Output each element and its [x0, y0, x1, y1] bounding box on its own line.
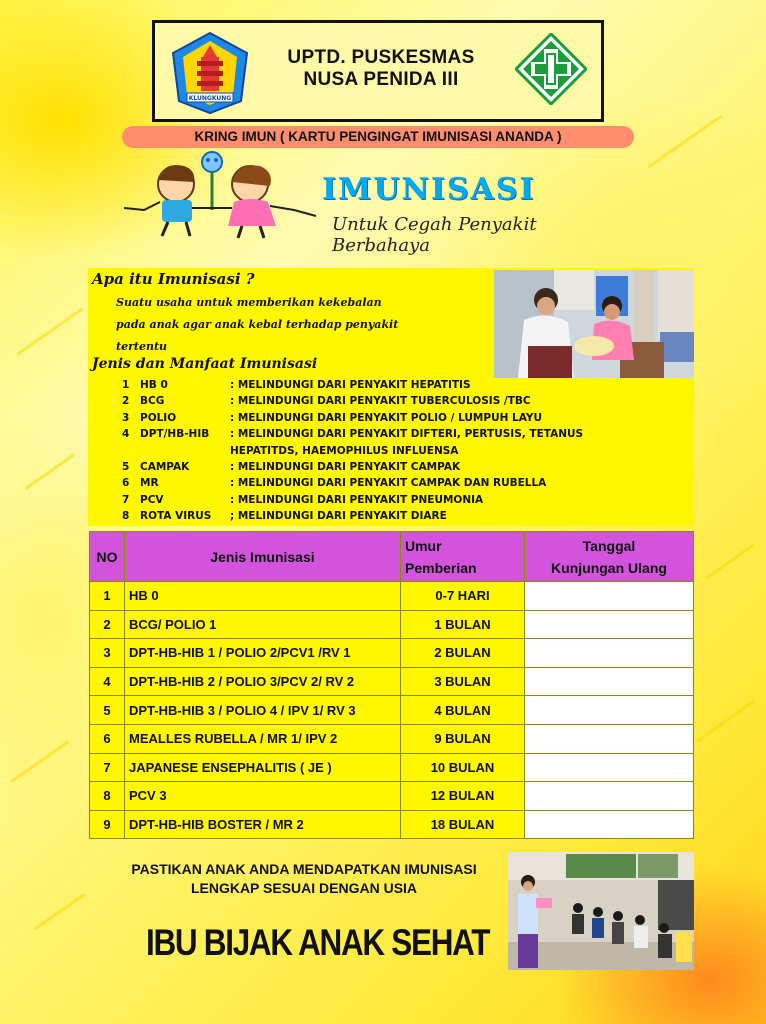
item-number: 3 [122, 411, 130, 424]
table-row [90, 582, 694, 611]
imunisasi-title: IMUNISASI [322, 172, 536, 207]
table-row [90, 782, 694, 811]
cell-tanggal[interactable] [525, 753, 694, 782]
background-streak [10, 740, 69, 783]
table-row [90, 753, 694, 782]
item-number: 4 [122, 428, 130, 441]
list-item [122, 377, 692, 393]
cell-tanggal[interactable] [525, 696, 694, 725]
table-row [90, 610, 694, 639]
table-row [90, 724, 694, 753]
header-umur-line2: Pemberian [405, 559, 477, 576]
logo-text: KLUNGKUNG [188, 95, 232, 102]
header-jenis: Jenis Imunisasi [125, 532, 401, 582]
cell-tanggal[interactable] [525, 610, 694, 639]
item-name: MR [140, 477, 159, 490]
item-desc: : MELINDUNGI DARI PENYAKIT CAMPAK [230, 461, 461, 474]
cell-no: 4 [90, 667, 125, 696]
cell-no: 2 [90, 610, 125, 639]
item-number: 6 [122, 477, 130, 490]
cell-no: 1 [90, 582, 125, 611]
cell-jenis: MEALLES RUBELLA / MR 1/ IPV 2 [125, 724, 401, 753]
item-name: ROTA VIRUS [140, 510, 212, 523]
cell-no: 8 [90, 782, 125, 811]
vaccination-photo [494, 270, 694, 378]
cell-umur: 2 BULAN [401, 639, 525, 668]
question-title: Apa itu Imunisasi ? [92, 270, 255, 288]
cell-tanggal[interactable] [525, 724, 694, 753]
cell-tanggal[interactable] [525, 782, 694, 811]
header-umur [401, 532, 525, 582]
question-line: Suatu usaha untuk memberikan kekebalan [116, 296, 382, 309]
cell-jenis: HB 0 [125, 582, 401, 611]
puskesmas-logo-icon [515, 33, 587, 105]
item-number [122, 443, 140, 459]
vaccine-benefit-list [122, 377, 692, 525]
question-line: pada anak agar anak kebal terhadap penyakit [116, 318, 399, 331]
cell-tanggal[interactable] [525, 810, 694, 839]
slogan: IBU BIJAK ANAK SEHAT [146, 922, 490, 963]
cell-jenis: DPT-HB-HIB BOSTER / MR 2 [125, 810, 401, 839]
item-desc: : MELINDUNGI DARI PENYAKIT PNEUMONIA [230, 493, 484, 506]
background-streak [647, 114, 722, 168]
cell-jenis: PCV 3 [125, 782, 401, 811]
cell-no: 9 [90, 810, 125, 839]
background-streak [35, 893, 86, 930]
cell-umur: 18 BULAN [401, 810, 525, 839]
item-desc: : MELINDUNGI DARI PENYAKIT POLIO / LUMPUH LAYU [230, 411, 542, 424]
page-title [255, 47, 507, 91]
cell-umur: 0-7 HARI [401, 582, 525, 611]
item-number: 2 [122, 395, 130, 408]
cell-tanggal[interactable] [525, 582, 694, 611]
cell-jenis: DPT-HB-HIB 2 / POLIO 3/PCV 2/ RV 2 [125, 667, 401, 696]
item-name: HB 0 [140, 379, 168, 391]
jenis-title: Jenis dan Manfaat Imunisasi [92, 356, 318, 372]
item-desc: : MELINDUNGI DARI PENYAKIT CAMPAK DAN RUBELLA [230, 477, 547, 490]
header-no: NO [90, 532, 125, 582]
list-item [122, 426, 692, 442]
header-tanggal-line1: Tanggal [582, 537, 636, 554]
list-item [122, 492, 692, 508]
cell-jenis: JAPANESE ENSEPHALITIS ( JE ) [125, 753, 401, 782]
cell-umur: 12 BULAN [401, 782, 525, 811]
title-line-1: UPTD. PUSKESMAS [287, 47, 475, 68]
item-number: 1 [122, 379, 130, 391]
table-row [90, 696, 694, 725]
table-header-row [90, 532, 694, 582]
cell-umur: 10 BULAN [401, 753, 525, 782]
question-line: tertentu [116, 340, 168, 353]
cell-tanggal[interactable] [525, 667, 694, 696]
item-name: POLIO [140, 411, 177, 424]
item-name: CAMPAK [140, 461, 190, 474]
list-item [122, 443, 692, 459]
item-name [140, 443, 230, 459]
imunisasi-subtitle: Untuk Cegah Penyakit Berbahaya [332, 214, 537, 256]
question-text [116, 292, 466, 358]
clinic-waiting-room-photo [508, 852, 694, 970]
item-name: PCV [140, 493, 164, 506]
list-item [122, 410, 692, 426]
item-name: BCG [140, 395, 165, 408]
list-item [122, 459, 692, 475]
table-row [90, 810, 694, 839]
table-row [90, 639, 694, 668]
header-umur-line1: Umur [405, 537, 442, 554]
item-desc: : MELINDUNGI DARI PENYAKIT TUBERCULOSIS /TBC [230, 395, 531, 408]
immunization-schedule-table [89, 531, 694, 839]
cell-jenis: BCG/ POLIO 1 [125, 610, 401, 639]
table-row [90, 667, 694, 696]
reminder-line: PASTIKAN ANAK ANDA MENDAPATKAN IMUNISASI [131, 861, 477, 877]
klungkung-logo-icon [169, 31, 251, 115]
list-item [122, 393, 692, 409]
kring-imun-banner: KRING IMUN ( KARTU PENGINGAT IMUNISASI ANANDA ) [122, 126, 634, 148]
children-illustration-icon [104, 150, 326, 242]
cell-umur: 9 BULAN [401, 724, 525, 753]
reminder-text [110, 860, 498, 898]
item-desc: : MELINDUNGI DARI PENYAKIT DIFTERI, PERTUSIS, TETANUS [230, 428, 584, 441]
header-box [152, 20, 604, 122]
cell-tanggal[interactable] [525, 639, 694, 668]
reminder-line: LENGKAP SESUAI DENGAN USIA [190, 880, 418, 896]
cell-umur: 4 BULAN [401, 696, 525, 725]
header-tanggal [525, 532, 694, 582]
background-streak [25, 453, 76, 490]
cell-no: 7 [90, 753, 125, 782]
list-item [122, 508, 692, 524]
item-desc: HEPATITDS, HAEMOPHILUS INFLUENSA [230, 444, 459, 457]
cell-jenis: DPT-HB-HIB 3 / POLIO 4 / IPV 1/ RV 3 [125, 696, 401, 725]
background-streak [695, 700, 754, 743]
cell-umur: 1 BULAN [401, 610, 525, 639]
list-item [122, 475, 692, 491]
cell-jenis: DPT-HB-HIB 1 / POLIO 2/PCV1 /RV 1 [125, 639, 401, 668]
item-number: 8 [122, 510, 130, 523]
item-number: 5 [122, 461, 130, 474]
header-tanggal-line2: Kunjungan Ulang [551, 559, 667, 576]
cell-no: 3 [90, 639, 125, 668]
cell-no: 6 [90, 724, 125, 753]
item-number: 7 [122, 493, 130, 506]
cell-no: 5 [90, 696, 125, 725]
background-streak [705, 543, 756, 580]
title-line-2: NUSA PENIDA III [303, 69, 459, 90]
background-streak [16, 307, 83, 355]
item-name: DPT/HB-HIB [140, 428, 210, 441]
item-desc: : MELINDUNGI DARI PENYAKIT HEPATITIS [230, 379, 471, 391]
cell-umur: 3 BULAN [401, 667, 525, 696]
item-desc: ; MELINDUNGI DARI PENYAKIT DIARE [230, 510, 447, 523]
